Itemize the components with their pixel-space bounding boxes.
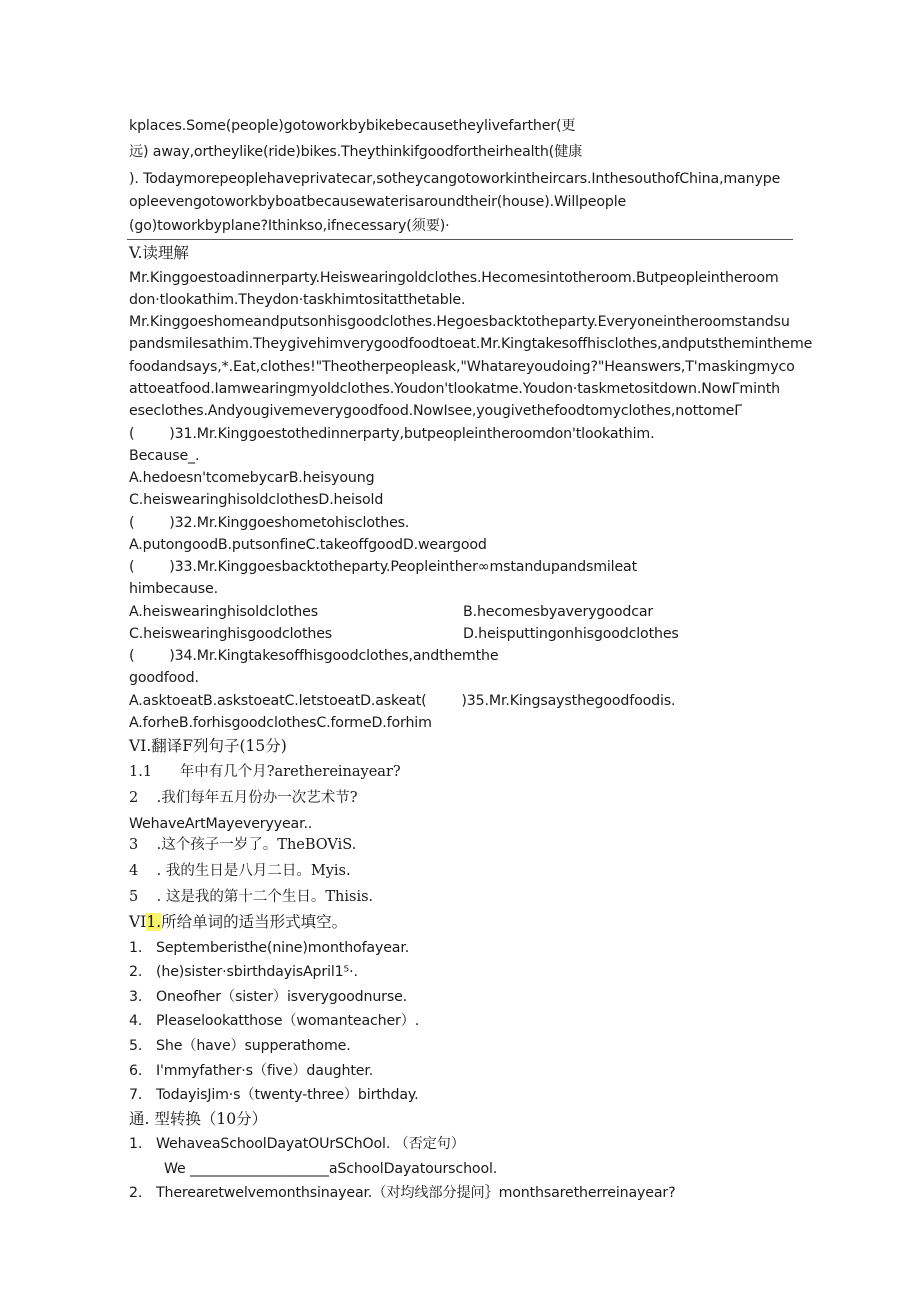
- section-heading-transform: 通. 型转换（10分）: [129, 1110, 268, 1128]
- translate-item: 1.1 年中有几个月?arethereinayear?: [129, 764, 401, 780]
- question-34-cont: goodfood.: [129, 670, 199, 686]
- fill-in-item: 3. Oneofher（sister）isverygoodnurse.: [129, 989, 408, 1005]
- fill-in-item: 2. (he)sister·sbirthdayisApril1⁵·.: [129, 964, 358, 980]
- reading-passage-line: pandsmilesathim.Theygivehimverygoodfoodtoeat.Mr.Kingtakesoffhisclothes,andputsthemintheme: [129, 336, 813, 352]
- section-heading-reading: V.读理解: [129, 244, 189, 262]
- option-c: C.heiswearinghisgoodclothes: [129, 626, 333, 642]
- reading-passage-line: don·tlookathim.Theydon·taskhimtositatthetable.: [129, 292, 466, 308]
- passage-line: (go)toworkbyplane?Ithinkso,ifnecessary(须要)·: [129, 218, 450, 234]
- passage-line: ). Todaymorepeoplehaveprivatecar,sotheycangotoworkintheircars.InthesouthofChina,manype: [129, 171, 781, 187]
- transform-answer-line: We ____________________aSchoolDayatourschool.: [164, 1161, 498, 1177]
- reading-passage-line: Mr.Kinggoestoadinnerparty.Heiswearingoldclothes.Hecomesintotheroom.Butpeopleintheroom: [129, 270, 779, 286]
- option-a: A.heiswearinghisoldclothes: [129, 604, 318, 620]
- question-33-cont: himbecause.: [129, 581, 218, 597]
- translate-item: 5 . 这是我的第十二个生日。Thisis.: [129, 889, 374, 905]
- fill-in-item: 1. Septemberisthe(nine)monthofayear.: [129, 940, 410, 956]
- question-33: ( )33.Mr.Kinggoesbacktotheparty.Peopleinther∞mstandupandsmileat: [129, 559, 637, 575]
- section-heading-fill-in: VI1.所给单词的适当形式填空。: [129, 913, 348, 931]
- fill-in-item: 4. Pleaselookatthose（womanteacher）.: [129, 1013, 420, 1029]
- translate-item: 4 . 我的生日是八月二日。Myis.: [129, 863, 351, 879]
- highlight-mark: 1.: [146, 913, 162, 931]
- question-35-options: A.forheB.forhisgoodclothesC.formeD.forhim: [129, 715, 432, 731]
- translate-item: 2 .我们每年五月份办一次艺术节?: [129, 790, 358, 806]
- fill-in-item: 5. She（have）supperathome.: [129, 1038, 351, 1054]
- section-heading-translate: VI.翻译F列句子(15分): [129, 737, 287, 755]
- question-34-options-and-35: A.asktoeatB.askstoeatC.letstoeatD.askeat( )35.Mr.Kingsaysthegoodfoodis.: [129, 693, 676, 709]
- passage-line: kplaces.Some(people)gotoworkbybikebecausetheylivefarther(更: [129, 118, 576, 134]
- reading-passage-line: Mr.Kinggoeshomeandputsonhisgoodclothes.Hegoesbacktotheparty.Everyoneintheroomstandsu: [129, 314, 790, 330]
- question-33-options-row: [129, 625, 789, 643]
- question-31-options: A.hedoesn'tcomebycarB.heisyoung: [129, 470, 375, 486]
- question-34: ( )34.Mr.Kingtakesoffhisgoodclothes,andthemthe: [129, 648, 499, 664]
- reading-passage-line: eseclothes.Andyougivemeverygoodfood.NowIsee,yougivethefoodtomyclothes,nottomeΓ: [129, 403, 742, 419]
- question-31-options: C.heiswearinghisoldclothesD.heisold: [129, 492, 384, 508]
- question-32-options: A.putongoodB.putsonfineC.takeoffgoodD.weargood: [129, 537, 487, 553]
- question-32: ( )32.Mr.Kinggoeshometohisclothes.: [129, 515, 410, 531]
- transform-item: 1. WehaveaSchoolDayatOUrSChOol. （否定句）: [129, 1136, 465, 1152]
- passage-line: opleevengotoworkbyboatbecausewaterisaroundtheir(house).Willpeople: [129, 194, 627, 210]
- reading-passage-line: attoeatfood.Iamwearingmyoldclothes.Youdon'tlookatme.Youdon·taskmetositdown.NowΓminth: [129, 381, 780, 397]
- question-33-options-row: [129, 603, 789, 621]
- option-d: D.heisputtingonhisgoodclothes: [463, 626, 679, 642]
- question-31: ( )31.Mr.Kinggoestothedinnerparty,butpeopleintheroomdon'tlookathim.: [129, 426, 655, 442]
- fill-in-item: 7. TodayisJim·s（twenty-three）birthday.: [129, 1087, 419, 1103]
- passage-line: 远) away,ortheylike(ride)bikes.Theythinkifgoodfortheirhealth(健康: [129, 144, 583, 160]
- fill-in-item: 6. I'mmyfather·s（five）daughter.: [129, 1063, 374, 1079]
- transform-item: 2. Therearetwelvemonthsinayear.（对均线部分提问｝monthsaretherreinayear?: [129, 1185, 676, 1201]
- reading-passage-line: foodandsays,*.Eat,clothes!"Theotherpeopleask,"Whatareyoudoing?"Heanswers,T'maskingmyco: [129, 359, 795, 375]
- option-b: B.hecomesbyaverygoodcar: [463, 604, 654, 620]
- section-divider: [127, 239, 793, 240]
- translate-item: WehaveArtMayeveryyear..: [129, 816, 313, 832]
- translate-item: 3 .这个孩子一岁了。TheBOViS.: [129, 837, 357, 853]
- question-31-cont: Because_.: [129, 448, 200, 464]
